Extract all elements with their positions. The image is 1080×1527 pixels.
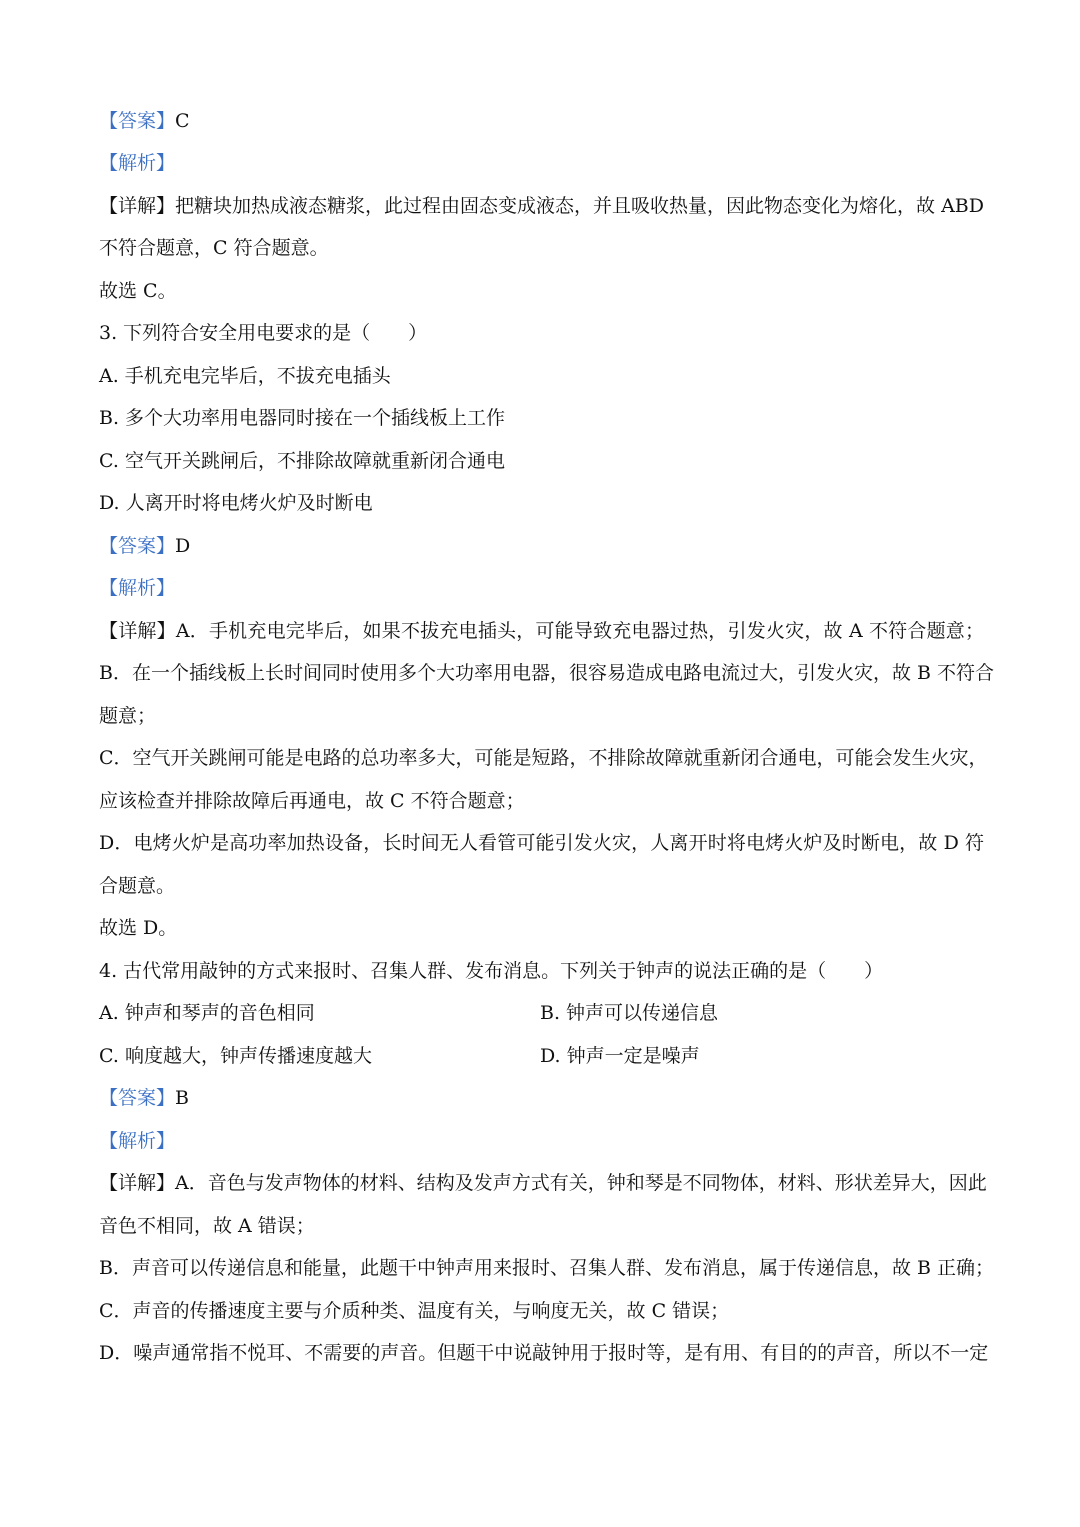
q2-answer-line — [99, 108, 190, 134]
analysis-tag: 【解析】 — [99, 152, 176, 174]
q3-detail-line-3: 题意； — [99, 705, 157, 727]
q2-answer-value: C — [175, 110, 190, 132]
analysis-tag: 【解析】 — [99, 577, 176, 599]
q3-detail-line-6: D．电烤火炉是高功率加热设备，长时间无人看管可能引发火灾，人离开时将电烤火炉及时断电，故 D 符 — [99, 832, 984, 854]
q4-option-c: C. 响度越大，钟声传播速度越大 — [99, 1045, 372, 1067]
q4-detail-line-4: C．声音的传播速度主要与介质种类、温度有关，与响度无关，故 C 错误； — [99, 1300, 730, 1322]
q3-option-c: C. 空气开关跳闸后，不排除故障就重新闭合通电 — [99, 450, 505, 472]
q2-conclusion: 故选 C。 — [99, 280, 177, 302]
q4-detail-line-5: D．噪声通常指不悦耳、不需要的声音。但题干中说敲钟用于报时等，是有用、有目的的声音，所以不一定 — [99, 1342, 989, 1364]
q2-detail-line-1 — [99, 193, 984, 219]
detail-tag: 【详解】 — [99, 195, 176, 217]
q4-detail-line-2: 音色不相同，故 A 错误； — [99, 1215, 315, 1237]
answer-tag: 【答案】 — [99, 1087, 176, 1109]
q3-detail-line-1 — [99, 618, 984, 644]
q3-option-d: D. 人离开时将电烤火炉及时断电 — [99, 492, 373, 514]
q3-answer-line — [99, 533, 190, 559]
detail-tag: 【详解】 — [99, 620, 176, 642]
q4-analysis-tag — [99, 1128, 175, 1154]
q3-detail-line-2: B．在一个插线板上长时间同时使用多个大功率用电器，很容易造成电路电流过大，引发火灾，故 B 不符合 — [99, 662, 995, 684]
q2-analysis-tag — [99, 150, 175, 176]
q3-conclusion: 故选 D。 — [99, 917, 178, 939]
q3-detail-line-4: C．空气开关跳闸可能是电路的总功率多大，可能是短路，不排除故障就重新闭合通电，可能会发生火灾， — [99, 747, 988, 769]
q4-detail-line-1 — [99, 1170, 987, 1196]
answer-tag: 【答案】 — [99, 110, 176, 132]
q3-detail-text-1: A．手机充电完毕后，如果不拔充电插头，可能导致充电器过热，引发火灾，故 A 不符合题意； — [175, 620, 984, 642]
q4-detail-text-1: A．音色与发声物体的材料、结构及发声方式有关，钟和琴是不同物体，材料、形状差异大，因此 — [175, 1172, 987, 1194]
q4-stem: 4. 古代常用敲钟的方式来报时、召集人群、发布消息。下列关于钟声的说法正确的是（ ） — [99, 960, 884, 982]
q3-answer-value: D — [175, 535, 191, 557]
analysis-tag: 【解析】 — [99, 1130, 176, 1152]
q3-analysis-tag — [99, 575, 175, 601]
q3-detail-line-5: 应该检查并排除故障后再通电，故 C 不符合题意； — [99, 790, 525, 812]
q3-detail-line-7: 合题意。 — [99, 875, 176, 897]
q3-option-a: A. 手机充电完毕后，不拔充电插头 — [99, 365, 391, 387]
q4-answer-line — [99, 1085, 189, 1111]
q4-option-b: B. 钟声可以传递信息 — [540, 1002, 719, 1024]
answer-tag: 【答案】 — [99, 535, 176, 557]
q3-option-b: B. 多个大功率用电器同时接在一个插线板上工作 — [99, 407, 506, 429]
q4-detail-line-3: B．声音可以传递信息和能量，此题干中钟声用来报时、召集人群、发布消息，属于传递信息，故 B 正确； — [99, 1257, 995, 1279]
q4-answer-value: B — [175, 1087, 189, 1109]
q3-stem: 3. 下列符合安全用电要求的是（ ） — [99, 322, 428, 344]
q2-detail-line-2: 不符合题意，C 符合题意。 — [99, 237, 329, 259]
detail-tag: 【详解】 — [99, 1172, 176, 1194]
q4-option-d: D. 钟声一定是噪声 — [540, 1045, 700, 1067]
q4-option-a: A. 钟声和琴声的音色相同 — [99, 1002, 315, 1024]
q2-detail-text-1: 把糖块加热成液态糖浆，此过程由固态变成液态，并且吸收热量，因此物态变化为熔化，故 ABD — [175, 195, 984, 217]
